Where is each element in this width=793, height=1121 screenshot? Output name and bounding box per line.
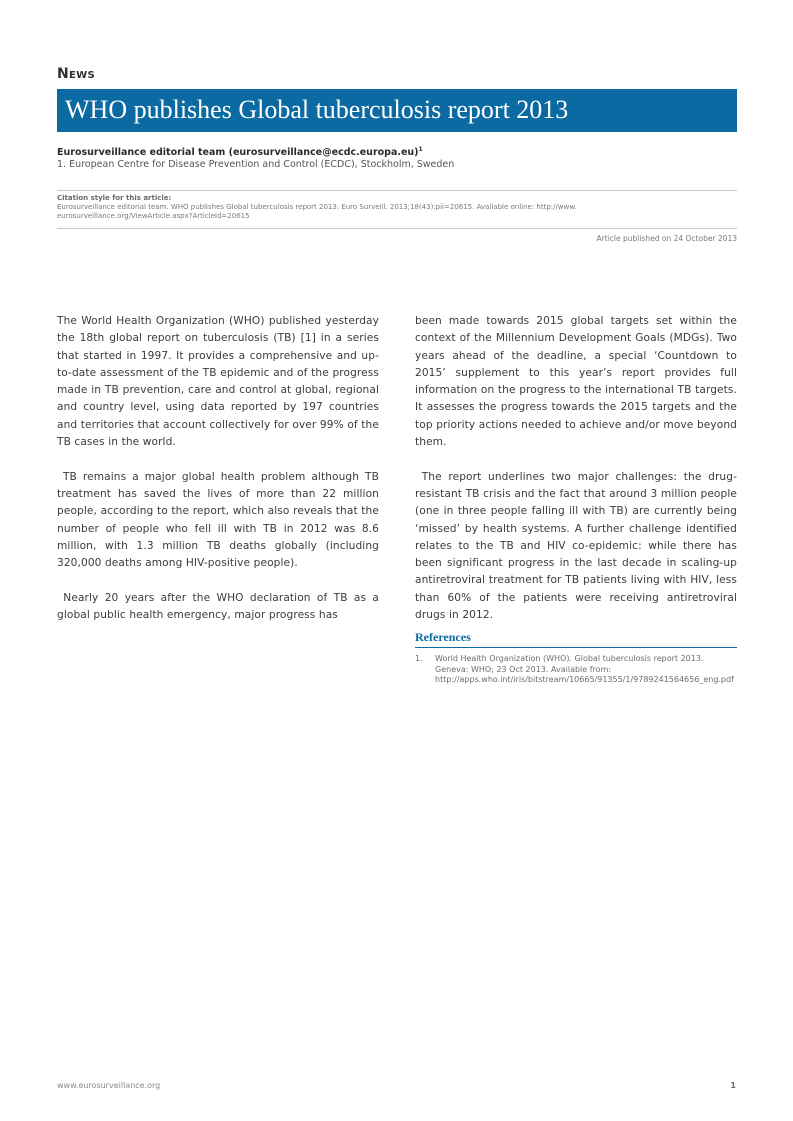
citation-text-line-1: Eurosurveillance editorial team. WHO publishes Global tuberculosis report 2013. Euro Surveill. 2013;18(43):pii=20615. Available online: http://www. — [57, 203, 577, 211]
author-block — [57, 144, 737, 171]
paragraph: The report underlines two major challenges: the drug-resistant TB crisis and the fact that around 3 million people (one in three people falling ill with TB) are currently being ‘missed’ by health systems. A further challenge identified relates to the TB and HIV co-epidemic: while there has been significant progress in the last decade in scaling-up antiretroviral treatment for TB patients living with HIV, less than 60% of the patients were receiving antiretroviral drugs in 2012. — [415, 470, 737, 622]
body-column-right — [415, 313, 737, 642]
divider-top — [57, 190, 737, 191]
author-name: Eurosurveillance editorial team (eurosurveillance@ecdc.europa.eu) — [57, 147, 419, 159]
reference-list — [415, 654, 737, 686]
publication-date: Article published on 24 October 2013 — [596, 234, 737, 243]
paragraph: Nearly 20 years after the WHO declaration of TB as a global public health emergency, major progress has — [57, 591, 379, 622]
citation-text-line-2: eurosurveillance.org/ViewArticle.aspx?ArticleId=20615 — [57, 212, 250, 220]
affiliation: 1. European Centre for Disease Prevention and Control (ECDC), Stockholm, Sweden — [57, 159, 455, 171]
article-title: WHO publishes Global tuberculosis report 2013 — [65, 95, 569, 124]
title-banner — [57, 89, 737, 132]
references-heading: References — [415, 630, 737, 648]
paragraph: The World Health Organization (WHO) published yesterday the 18th global report on tuberculosis (TB) [1] in a series that started in 1997. It provides a comprehensive and up-to-date assessment of the TB epidemic and of the progress made in TB prevention, care and control at global, regional and country level, using data reported by 197 countries and territories that account collectively for over 99% of the TB cases in the world. — [57, 315, 379, 449]
references-section — [415, 630, 737, 686]
citation-label: Citation style for this article: — [57, 194, 172, 202]
author-affiliation-marker: 1 — [418, 146, 423, 153]
reference-number: 1. — [415, 654, 423, 663]
footer-url: www.eurosurveillance.org — [57, 1081, 161, 1090]
author-line — [57, 144, 737, 159]
body-column-left — [57, 313, 379, 642]
citation-block — [57, 194, 737, 221]
page-number: 1 — [730, 1081, 736, 1090]
section-label: News — [57, 66, 95, 82]
reference-text: World Health Organization (WHO). Global tuberculosis report 2013. Geneva: WHO; 23 Oct 2013. Available from: http://apps.who.int/iris/bitstream/10665/91355/1/9789241564656_eng.pdf — [435, 654, 734, 684]
divider-bottom — [57, 228, 737, 229]
reference-item — [415, 654, 737, 686]
paragraph: TB remains a major global health problem although TB treatment has saved the lives of more than 22 million people, according to the report, which also reveals that the number of people who fell ill with TB in 2012 was 8.6 million, with 1.3 million TB deaths globally (including 320,000 deaths among HIV-positive people). — [57, 470, 379, 570]
paragraph: been made towards 2015 global targets set within the context of the Millennium Development Goals (MDGs). Two years ahead of the deadline, a special ‘Countdown to 2015’ supplement to this year’s report provides full information on the progress to the international TB targets. It assesses the progress towards the 2015 targets and the top priority actions needed to achieve and/or move beyond them. — [415, 315, 737, 449]
